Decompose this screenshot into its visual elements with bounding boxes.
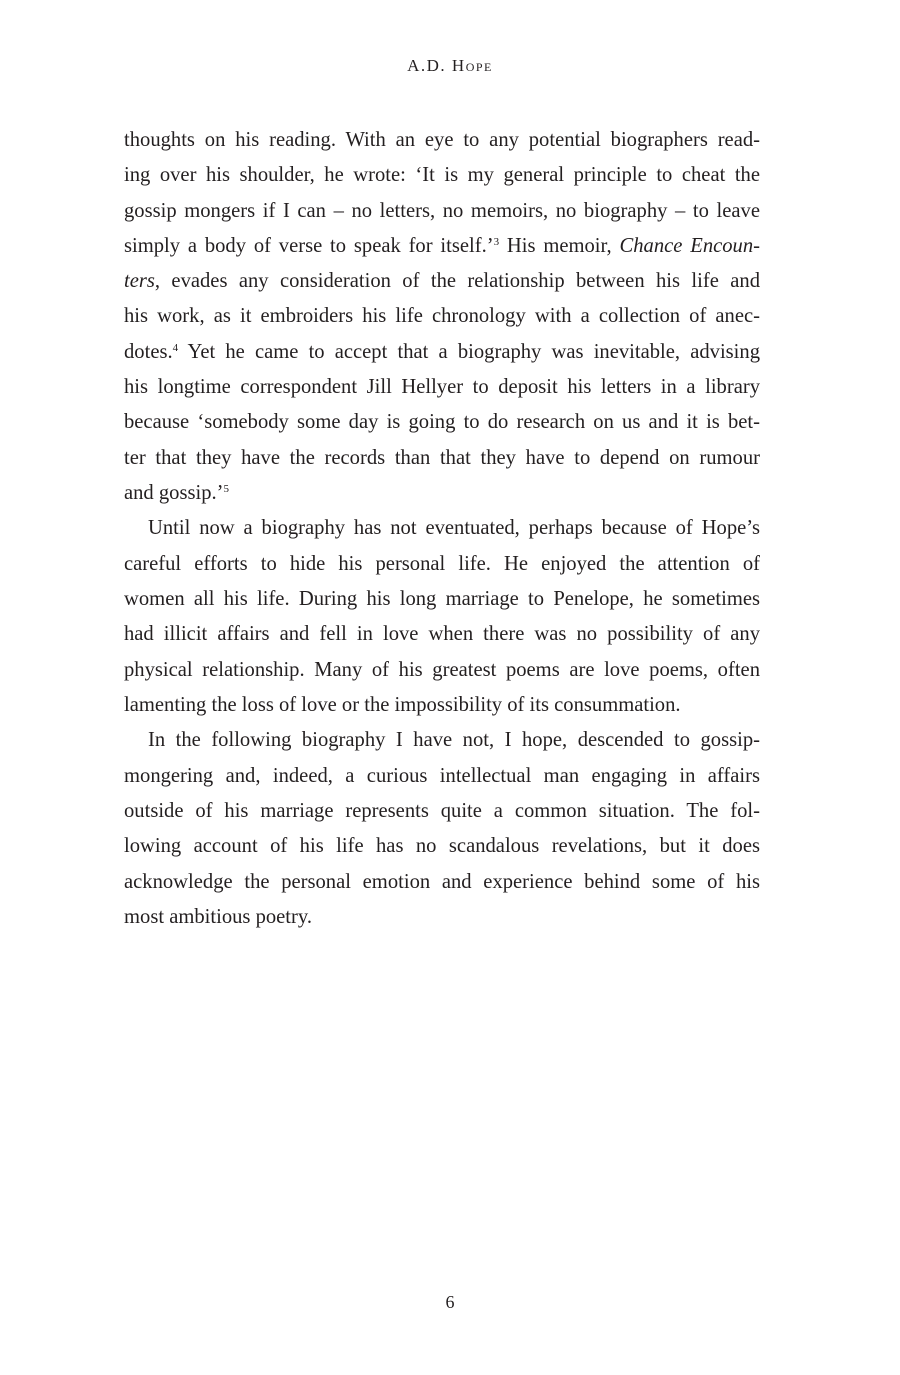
- text-line: [124, 194, 760, 229]
- text-line: [124, 441, 760, 476]
- text-run: most ambitious poetry.: [124, 905, 312, 928]
- footnote-marker: 4: [172, 341, 179, 354]
- text-run: Until now a biography has not eventuated, perhaps because of Hope’s: [148, 517, 760, 540]
- text-run: physical relationship. Many of his greatest poems are love poems, often: [124, 658, 760, 681]
- text-run: and gossip.’: [124, 481, 224, 504]
- text-line: [124, 158, 760, 193]
- text-line: [124, 829, 760, 864]
- text-line: [124, 759, 760, 794]
- text-run: Yet he came to accept that a biography was inevitable, advising: [178, 340, 760, 363]
- text-line: [124, 688, 760, 723]
- text-run: had illicit affairs and fell in love when there was no possibility of any: [124, 623, 760, 646]
- text-run: simply a body of verse to speak for itself.’: [124, 234, 494, 257]
- footnote-marker: 5: [223, 482, 230, 495]
- text-run: acknowledge the personal emotion and experience behind some of his: [124, 870, 760, 893]
- text-line: [124, 547, 760, 582]
- text-run: his work, as it embroiders his life chronology with a collection of anec-: [124, 305, 760, 328]
- running-head: [0, 56, 900, 76]
- text-line: [124, 476, 760, 511]
- page-number: 6: [445, 1292, 455, 1312]
- paragraph: [124, 123, 760, 511]
- text-run: lamenting the loss of love or the impossibility of its consummation.: [124, 693, 681, 716]
- text-line: [124, 405, 760, 440]
- text-run: careful efforts to hide his personal life. He enjoyed the attention of: [124, 552, 760, 575]
- text-line: [124, 865, 760, 900]
- text-run: lowing account of his life has no scandalous revelations, but it does: [124, 835, 760, 858]
- text-line: [124, 123, 760, 158]
- text-run: dotes.: [124, 340, 173, 363]
- text-line: [124, 617, 760, 652]
- text-run: , evades any consideration of the relationship between his life and: [154, 270, 760, 293]
- text-line: [124, 653, 760, 688]
- italic-title: Chance Encoun-: [619, 234, 760, 257]
- text-line: [124, 794, 760, 829]
- text-line: [124, 229, 760, 264]
- text-run: outside of his marriage represents quite a common situation. The fol-: [124, 800, 760, 823]
- running-head-text: A.D. Hope: [407, 56, 493, 75]
- text-line: [124, 900, 760, 935]
- text-line: [124, 582, 760, 617]
- text-line: [124, 299, 760, 334]
- text-line: [124, 511, 760, 546]
- text-run: In the following biography I have not, I hope, descended to gossip-: [148, 729, 760, 752]
- text-line: [124, 723, 760, 758]
- paragraph: [124, 511, 760, 723]
- text-run: his longtime correspondent Jill Hellyer to deposit his letters in a library: [124, 376, 760, 399]
- text-line: [124, 370, 760, 405]
- paragraph: [124, 723, 760, 935]
- text-run: ing over his shoulder, he wrote: ‘It is my general principle to cheat the: [124, 164, 760, 187]
- text-run: ter that they have the records than that they have to depend on rumour: [124, 446, 760, 469]
- text-run: gossip mongers if I can – no letters, no memoirs, no biography – to leave: [124, 199, 760, 222]
- text-line: [124, 335, 760, 370]
- body-text: [124, 123, 760, 935]
- text-run: mongering and, indeed, a curious intellectual man engaging in affairs: [124, 764, 760, 787]
- italic-title: ters: [124, 270, 155, 293]
- text-line: [124, 264, 760, 299]
- text-run: His memoir,: [499, 234, 620, 257]
- text-run: thoughts on his reading. With an eye to any potential biographers read-: [124, 129, 760, 151]
- text-run: women all his life. During his long marriage to Penelope, he sometimes: [124, 588, 760, 611]
- footnote-marker: 3: [493, 235, 500, 248]
- text-run: because ‘somebody some day is going to do research on us and it is bet-: [124, 411, 760, 434]
